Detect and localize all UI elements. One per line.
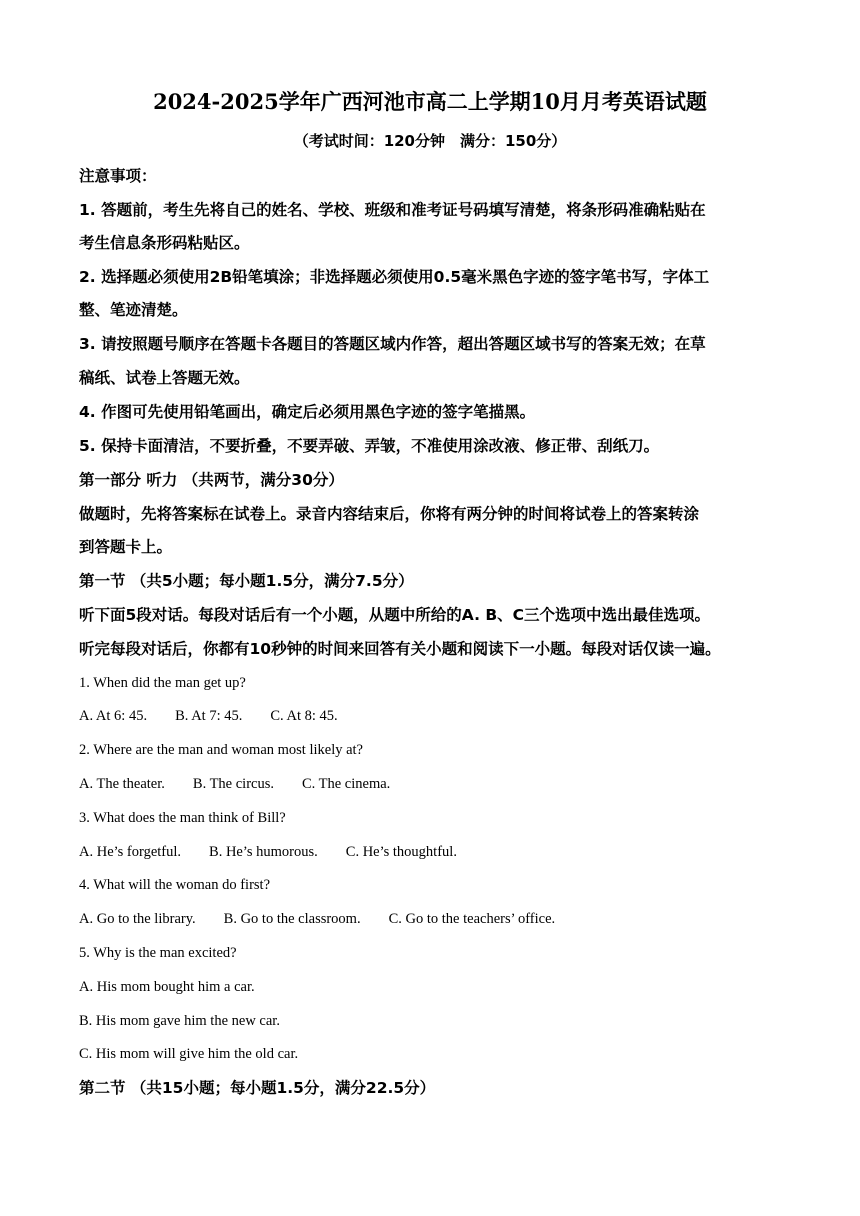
option-b: B. The circus. <box>192 776 274 792</box>
part1-instruction-cont: 到答题卡上。 <box>79 538 173 556</box>
option-c: C. The cinema. <box>301 776 391 792</box>
question-5: 5. Why is the man excited? <box>79 945 237 961</box>
option-b: B. He’s humorous. <box>209 844 318 860</box>
page-title: 2024-2025学年广西河池市高二上学期10月月考英语试题 <box>153 89 707 114</box>
question-5-option-b: B. His mom gave him the new car. <box>79 1013 280 1029</box>
option-c: C. At 8: 45. <box>270 708 338 724</box>
notice-item-2-cont: 整、笔迹清楚。 <box>79 301 188 319</box>
option-b: B. At 7: 45. <box>175 708 243 724</box>
option-a: A. At 6: 45. <box>79 708 148 724</box>
option-c: C. He’s thoughtful. <box>345 844 457 860</box>
section1-heading: 第一节 （共5小题；每小题1.5分，满分7.5分） <box>79 572 414 590</box>
notice-item-5: 5. 保持卡面清洁，不要折叠，不要弄破、弄皱，不准使用涂改液、修正带、刮纸刀。 <box>79 437 660 455</box>
section2-heading: 第二节 （共15小题；每小题1.5分，满分22.5分） <box>79 1079 436 1097</box>
notice-item-3-cont: 稿纸、试卷上答题无效。 <box>79 369 250 387</box>
part1-heading: 第一部分 听力 （共两节，满分30分） <box>79 471 344 489</box>
question-4: 4. What will the woman do first? <box>79 877 271 893</box>
question-1: 1. When did the man get up? <box>79 675 246 691</box>
option-a: A. The theater. <box>79 776 165 792</box>
option-b: B. Go to the classroom. <box>223 911 361 927</box>
section1-instruction: 听下面5段对话。每段对话后有一个小题，从题中所给的A. B、C三个选项中选出最佳选项。 <box>79 606 711 624</box>
notice-item-4: 4. 作图可先使用铅笔画出，确定后必须用黑色字迹的签字笔描黑。 <box>79 403 536 421</box>
question-3-options <box>79 843 485 861</box>
question-5-option-a: A. His mom bought him a car. <box>79 979 255 995</box>
part1-instruction: 做题时，先将答案标在试卷上。录音内容结束后，你将有两分钟的时间将试卷上的答案转涂 <box>79 505 700 523</box>
notice-item-1-cont: 考生信息条形码粘贴区。 <box>79 234 250 252</box>
question-2-options <box>79 775 418 793</box>
option-a: A. Go to the library. <box>79 911 196 927</box>
notice-item-1: 1. 答题前，考生先将自己的姓名、学校、班级和准考证号码填写清楚，将条形码准确粘贴在 <box>79 201 706 219</box>
option-c: C. Go to the teachers’ office. <box>388 911 556 927</box>
notice-heading: 注意事项： <box>79 167 157 185</box>
section1-instruction-cont: 听完每段对话后，你都有10秒钟的时间来回答有关小题和阅读下一小题。每段对话仅读一遍。 <box>79 640 721 658</box>
question-3: 3. What does the man think of Bill? <box>79 810 286 826</box>
notice-item-2: 2. 选择题必须使用2B铅笔填涂；非选择题必须使用0.5毫米黑色字迹的签字笔书写，字体工 <box>79 268 710 286</box>
exam-time-score: （考试时间：120分钟 满分：150分） <box>293 132 567 150</box>
question-1-options <box>79 707 366 725</box>
question-5-option-c: C. His mom will give him the old car. <box>79 1046 299 1062</box>
option-a: A. He’s forgetful. <box>79 844 182 860</box>
question-2: 2. Where are the man and woman most likely at? <box>79 742 363 758</box>
question-4-options <box>79 910 583 928</box>
notice-item-3: 3. 请按照题号顺序在答题卡各题目的答题区域内作答，超出答题区域书写的答案无效；在草 <box>79 335 706 353</box>
